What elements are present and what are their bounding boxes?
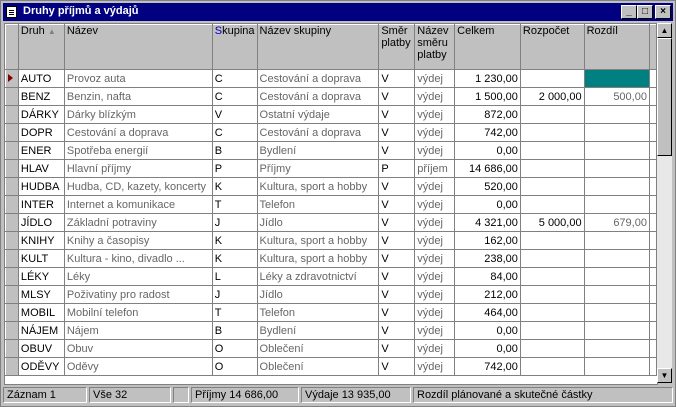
cell-smer[interactable]: V <box>379 268 415 286</box>
table-row[interactable] <box>6 232 657 250</box>
cell-smer[interactable]: V <box>379 250 415 268</box>
cell-rozdil[interactable] <box>584 142 649 160</box>
cell-celkem[interactable]: 872,00 <box>455 106 521 124</box>
row-indicator[interactable] <box>6 70 19 88</box>
cell-rozpocet[interactable] <box>520 268 584 286</box>
cell-rozdil[interactable] <box>584 178 649 196</box>
cell-druh[interactable]: ODĚVY <box>18 358 64 376</box>
cell-nazev[interactable]: Spotřeba energií <box>64 142 212 160</box>
column-header-rozpocet[interactable]: Rozpočet <box>520 25 584 70</box>
row-indicator[interactable] <box>6 196 19 214</box>
row-indicator[interactable] <box>6 214 19 232</box>
cell-rozpocet[interactable] <box>520 106 584 124</box>
row-indicator[interactable] <box>6 268 19 286</box>
cell-rozpocet[interactable] <box>520 124 584 142</box>
cell-nazev-smeru[interactable]: výdej <box>415 322 455 340</box>
cell-nazev[interactable]: Dárky blízkým <box>64 106 212 124</box>
cell-celkem[interactable]: 4 321,00 <box>455 214 521 232</box>
cell-skupina[interactable]: O <box>212 340 257 358</box>
cell-smer[interactable]: V <box>379 322 415 340</box>
grid-table <box>5 24 657 376</box>
cell-skupina[interactable]: K <box>212 178 257 196</box>
cell-smer[interactable]: V <box>379 304 415 322</box>
cell-rozdil[interactable] <box>584 160 649 178</box>
column-header-nazev[interactable]: Název <box>64 25 212 70</box>
status-hint: Rozdíl plánované a skutečné částky <box>413 387 673 403</box>
cell-rozdil[interactable] <box>584 196 649 214</box>
row-filler <box>649 340 656 358</box>
cell-druh[interactable]: DÁRKY <box>18 106 64 124</box>
cell-celkem[interactable]: 212,00 <box>455 286 521 304</box>
cell-nazev-smeru[interactable]: výdej <box>415 340 455 358</box>
cell-smer[interactable]: V <box>379 124 415 142</box>
cell-celkem[interactable]: 0,00 <box>455 340 521 358</box>
cell-nazev[interactable]: Léky <box>64 268 212 286</box>
table-row[interactable] <box>6 88 657 106</box>
cell-nazev[interactable]: Obuv <box>64 340 212 358</box>
cell-nazev-smeru[interactable]: výdej <box>415 124 455 142</box>
cell-nazev-smeru[interactable]: výdej <box>415 70 455 88</box>
cell-nazev-smeru[interactable]: výdej <box>415 214 455 232</box>
cell-druh[interactable]: BENZ <box>18 88 64 106</box>
cell-druh[interactable]: ENER <box>18 142 64 160</box>
cell-celkem[interactable]: 84,00 <box>455 268 521 286</box>
cell-smer[interactable]: V <box>379 88 415 106</box>
cell-rozpocet[interactable] <box>520 196 584 214</box>
cell-rozpocet[interactable] <box>520 70 584 88</box>
cell-druh[interactable]: OBUV <box>18 340 64 358</box>
table-row[interactable] <box>6 160 657 178</box>
scroll-down-icon[interactable]: ▼ <box>657 368 672 383</box>
cell-celkem[interactable]: 742,00 <box>455 358 521 376</box>
cell-rozdil[interactable] <box>584 358 649 376</box>
row-indicator[interactable] <box>6 178 19 196</box>
column-header-nazev-smeru[interactable]: Název směru platby <box>415 25 455 70</box>
cell-nazev-skupiny[interactable]: Kultura, sport a hobby <box>257 232 379 250</box>
column-header-skupina[interactable]: Skupina <box>212 25 257 70</box>
row-filler <box>649 124 656 142</box>
cell-smer[interactable]: V <box>379 196 415 214</box>
cell-nazev-skupiny[interactable]: Bydlení <box>257 322 379 340</box>
row-filler <box>649 304 656 322</box>
row-indicator[interactable] <box>6 340 19 358</box>
cell-nazev-smeru[interactable]: výdej <box>415 232 455 250</box>
row-filler <box>649 70 656 88</box>
row-indicator-header <box>6 25 19 70</box>
status-all: Vše 32 <box>89 387 171 403</box>
scroll-up-icon[interactable]: ▲ <box>657 23 672 38</box>
cell-skupina[interactable]: B <box>212 322 257 340</box>
cell-nazev[interactable]: Internet a komunikace <box>64 196 212 214</box>
cell-druh[interactable]: HLAV <box>18 160 64 178</box>
cell-celkem[interactable]: 1 500,00 <box>455 88 521 106</box>
sort-ascending-icon: ▲ <box>47 27 56 36</box>
row-indicator[interactable] <box>6 322 19 340</box>
cell-nazev-smeru[interactable]: výdej <box>415 286 455 304</box>
cell-druh[interactable]: JÍDLO <box>18 214 64 232</box>
row-filler <box>649 286 656 304</box>
table-row[interactable] <box>6 70 657 88</box>
table-row[interactable] <box>6 142 657 160</box>
cell-rozpocet[interactable] <box>520 160 584 178</box>
cell-celkem[interactable]: 14 686,00 <box>455 160 521 178</box>
cell-rozdil[interactable] <box>584 106 649 124</box>
cell-skupina[interactable]: J <box>212 214 257 232</box>
cell-nazev[interactable]: Cestování a doprava <box>64 124 212 142</box>
row-filler <box>649 232 656 250</box>
cell-nazev[interactable]: Nájem <box>64 322 212 340</box>
grid-header-row <box>6 25 657 70</box>
cell-rozpocet[interactable] <box>520 178 584 196</box>
row-filler <box>649 322 656 340</box>
status-bar <box>3 386 673 404</box>
cell-nazev-smeru[interactable]: výdej <box>415 304 455 322</box>
cell-skupina[interactable]: T <box>212 196 257 214</box>
column-header-filler <box>649 25 656 70</box>
cell-celkem[interactable]: 162,00 <box>455 232 521 250</box>
cell-skupina[interactable]: B <box>212 142 257 160</box>
cell-skupina[interactable]: K <box>212 232 257 250</box>
cell-celkem[interactable]: 520,00 <box>455 178 521 196</box>
row-filler <box>649 268 656 286</box>
row-filler <box>649 106 656 124</box>
cell-nazev-skupiny[interactable]: Jídlo <box>257 286 379 304</box>
cell-nazev[interactable]: Hlavní příjmy <box>64 160 212 178</box>
cell-nazev[interactable]: Oděvy <box>64 358 212 376</box>
cell-skupina[interactable]: O <box>212 358 257 376</box>
cell-nazev[interactable]: Základní potraviny <box>64 214 212 232</box>
table-row[interactable] <box>6 250 657 268</box>
cell-skupina[interactable]: J <box>212 286 257 304</box>
cell-rozdil[interactable] <box>584 232 649 250</box>
row-filler <box>649 250 656 268</box>
cell-smer[interactable]: V <box>379 286 415 304</box>
row-filler <box>649 160 656 178</box>
cell-nazev-skupiny[interactable]: Telefon <box>257 304 379 322</box>
cell-druh[interactable]: HUDBA <box>18 178 64 196</box>
cell-smer[interactable]: P <box>379 160 415 178</box>
window-title: Druhy příjmů a výdajů <box>23 5 139 17</box>
data-grid[interactable] <box>4 23 658 385</box>
cell-nazev-skupiny[interactable]: Bydlení <box>257 142 379 160</box>
row-indicator[interactable] <box>6 286 19 304</box>
cell-rozpocet[interactable] <box>520 340 584 358</box>
table-row[interactable] <box>6 214 657 232</box>
cell-druh[interactable]: LÉKY <box>18 268 64 286</box>
cell-rozpocet[interactable] <box>520 232 584 250</box>
cell-druh[interactable]: INTER <box>18 196 64 214</box>
table-row[interactable] <box>6 358 657 376</box>
cell-skupina[interactable]: T <box>212 304 257 322</box>
row-filler <box>649 178 656 196</box>
table-row[interactable] <box>6 268 657 286</box>
cell-nazev-smeru[interactable]: výdej <box>415 142 455 160</box>
cell-celkem[interactable]: 238,00 <box>455 250 521 268</box>
status-empty <box>173 387 189 403</box>
cell-druh[interactable]: KNIHY <box>18 232 64 250</box>
cell-nazev-smeru[interactable]: výdej <box>415 88 455 106</box>
row-filler <box>649 214 656 232</box>
cell-druh[interactable]: MOBIL <box>18 304 64 322</box>
row-indicator[interactable] <box>6 304 19 322</box>
column-header-nazev-skupiny[interactable]: Název skupiny <box>257 25 379 70</box>
row-indicator[interactable] <box>6 232 19 250</box>
cell-druh[interactable]: NÁJEM <box>18 322 64 340</box>
cell-nazev-smeru[interactable]: výdej <box>415 250 455 268</box>
cell-smer[interactable]: V <box>379 232 415 250</box>
cell-nazev-smeru[interactable]: výdej <box>415 268 455 286</box>
cell-nazev[interactable]: Poživatiny pro radost <box>64 286 212 304</box>
cell-rozdil[interactable] <box>584 124 649 142</box>
cell-celkem[interactable]: 0,00 <box>455 142 521 160</box>
row-filler <box>649 88 656 106</box>
cell-celkem[interactable]: 1 230,00 <box>455 70 521 88</box>
status-expenses: Výdaje 13 935,00 <box>301 387 411 403</box>
cell-nazev[interactable]: Mobilní telefon <box>64 304 212 322</box>
window-icon[interactable] <box>6 6 17 18</box>
cell-smer[interactable]: V <box>379 70 415 88</box>
cell-nazev-skupiny[interactable]: Oblečení <box>257 358 379 376</box>
cell-skupina[interactable]: K <box>212 250 257 268</box>
cell-nazev[interactable]: Benzin, nafta <box>64 88 212 106</box>
cell-nazev-skupiny[interactable]: Kultura, sport a hobby <box>257 178 379 196</box>
cell-rozdil[interactable]: 500,00 <box>584 88 649 106</box>
cell-nazev-skupiny[interactable]: Kultura, sport a hobby <box>257 250 379 268</box>
row-indicator[interactable] <box>6 250 19 268</box>
cell-rozdil[interactable] <box>584 286 649 304</box>
cell-rozdil[interactable] <box>584 304 649 322</box>
cell-nazev-smeru[interactable]: výdej <box>415 106 455 124</box>
cell-smer[interactable]: V <box>379 106 415 124</box>
cell-druh[interactable]: KULT <box>18 250 64 268</box>
row-filler <box>649 196 656 214</box>
cell-nazev[interactable]: Hudba, CD, kazety, koncerty <box>64 178 212 196</box>
row-indicator[interactable] <box>6 160 19 178</box>
cell-rozdil[interactable] <box>584 322 649 340</box>
table-row[interactable] <box>6 304 657 322</box>
cell-rozdil[interactable] <box>584 70 649 88</box>
cell-nazev[interactable]: Provoz auta <box>64 70 212 88</box>
cell-rozdil[interactable] <box>584 250 649 268</box>
cell-rozdil[interactable] <box>584 268 649 286</box>
title-bar[interactable] <box>3 3 673 21</box>
status-record: Záznam 1 <box>3 387 87 403</box>
cell-rozpocet[interactable]: 5 000,00 <box>520 214 584 232</box>
row-filler <box>649 142 656 160</box>
cell-rozpocet[interactable] <box>520 322 584 340</box>
minimize-button[interactable]: _ <box>621 5 637 19</box>
cell-nazev-skupiny[interactable]: Oblečení <box>257 340 379 358</box>
cell-celkem[interactable]: 0,00 <box>455 322 521 340</box>
cell-nazev-smeru[interactable]: výdej <box>415 178 455 196</box>
column-header-smer[interactable]: Směr platby <box>379 25 415 70</box>
cell-nazev-skupiny[interactable]: Cestování a doprava <box>257 70 379 88</box>
column-header-celkem[interactable]: Celkem <box>455 25 521 70</box>
cell-smer[interactable]: V <box>379 340 415 358</box>
current-row-icon <box>8 74 13 82</box>
cell-rozpocet[interactable] <box>520 304 584 322</box>
vertical-scrollbar[interactable] <box>657 23 672 383</box>
cell-skupina[interactable]: V <box>212 106 257 124</box>
close-button[interactable]: × <box>655 5 671 19</box>
scrollbar-thumb[interactable] <box>657 38 672 156</box>
cell-nazev-skupiny[interactable]: Příjmy <box>257 160 379 178</box>
row-indicator[interactable] <box>6 124 19 142</box>
cell-rozpocet[interactable] <box>520 250 584 268</box>
cell-rozdil[interactable]: 679,00 <box>584 214 649 232</box>
cell-smer[interactable]: V <box>379 178 415 196</box>
cell-skupina[interactable]: C <box>212 124 257 142</box>
cell-nazev-smeru[interactable]: výdej <box>415 196 455 214</box>
table-row[interactable] <box>6 322 657 340</box>
cell-nazev-skupiny[interactable]: Cestování a doprava <box>257 88 379 106</box>
cell-celkem[interactable]: 464,00 <box>455 304 521 322</box>
cell-nazev-skupiny[interactable]: Cestování a doprava <box>257 124 379 142</box>
cell-smer[interactable]: V <box>379 142 415 160</box>
cell-nazev-skupiny[interactable]: Telefon <box>257 196 379 214</box>
cell-skupina[interactable]: C <box>212 70 257 88</box>
table-row[interactable] <box>6 286 657 304</box>
cell-rozpocet[interactable] <box>520 142 584 160</box>
cell-skupina[interactable]: L <box>212 268 257 286</box>
row-indicator[interactable] <box>6 106 19 124</box>
column-header-rozdil[interactable]: Rozdíl <box>584 25 649 70</box>
cell-smer[interactable]: V <box>379 214 415 232</box>
row-indicator[interactable] <box>6 88 19 106</box>
row-filler <box>649 358 656 376</box>
cell-rozpocet[interactable]: 2 000,00 <box>520 88 584 106</box>
cell-druh[interactable]: AUTO <box>18 70 64 88</box>
cell-nazev-skupiny[interactable]: Ostatní výdaje <box>257 106 379 124</box>
cell-nazev-skupiny[interactable]: Léky a zdravotnictví <box>257 268 379 286</box>
cell-skupina[interactable]: P <box>212 160 257 178</box>
cell-nazev[interactable]: Kultura - kino, divadlo ... <box>64 250 212 268</box>
cell-nazev-smeru[interactable]: příjem <box>415 160 455 178</box>
cell-druh[interactable]: DOPR <box>18 124 64 142</box>
cell-skupina[interactable]: C <box>212 88 257 106</box>
cell-druh[interactable]: MLSY <box>18 286 64 304</box>
cell-celkem[interactable]: 742,00 <box>455 124 521 142</box>
status-income: Příjmy 14 686,00 <box>191 387 299 403</box>
maximize-button[interactable]: □ <box>637 5 653 19</box>
cell-smer[interactable]: V <box>379 358 415 376</box>
cell-rozpocet[interactable] <box>520 286 584 304</box>
cell-rozdil[interactable] <box>584 340 649 358</box>
cell-nazev-smeru[interactable]: výdej <box>415 358 455 376</box>
cell-nazev[interactable]: Knihy a časopisy <box>64 232 212 250</box>
column-header-druh[interactable]: Druh ▲ <box>18 25 64 70</box>
cell-nazev-skupiny[interactable]: Jídlo <box>257 214 379 232</box>
table-row[interactable] <box>6 124 657 142</box>
table-row[interactable] <box>6 106 657 124</box>
row-indicator[interactable] <box>6 142 19 160</box>
row-indicator[interactable] <box>6 358 19 376</box>
table-row[interactable] <box>6 196 657 214</box>
cell-rozpocet[interactable] <box>520 358 584 376</box>
table-row[interactable] <box>6 340 657 358</box>
table-row[interactable] <box>6 178 657 196</box>
cell-celkem[interactable]: 0,00 <box>455 196 521 214</box>
